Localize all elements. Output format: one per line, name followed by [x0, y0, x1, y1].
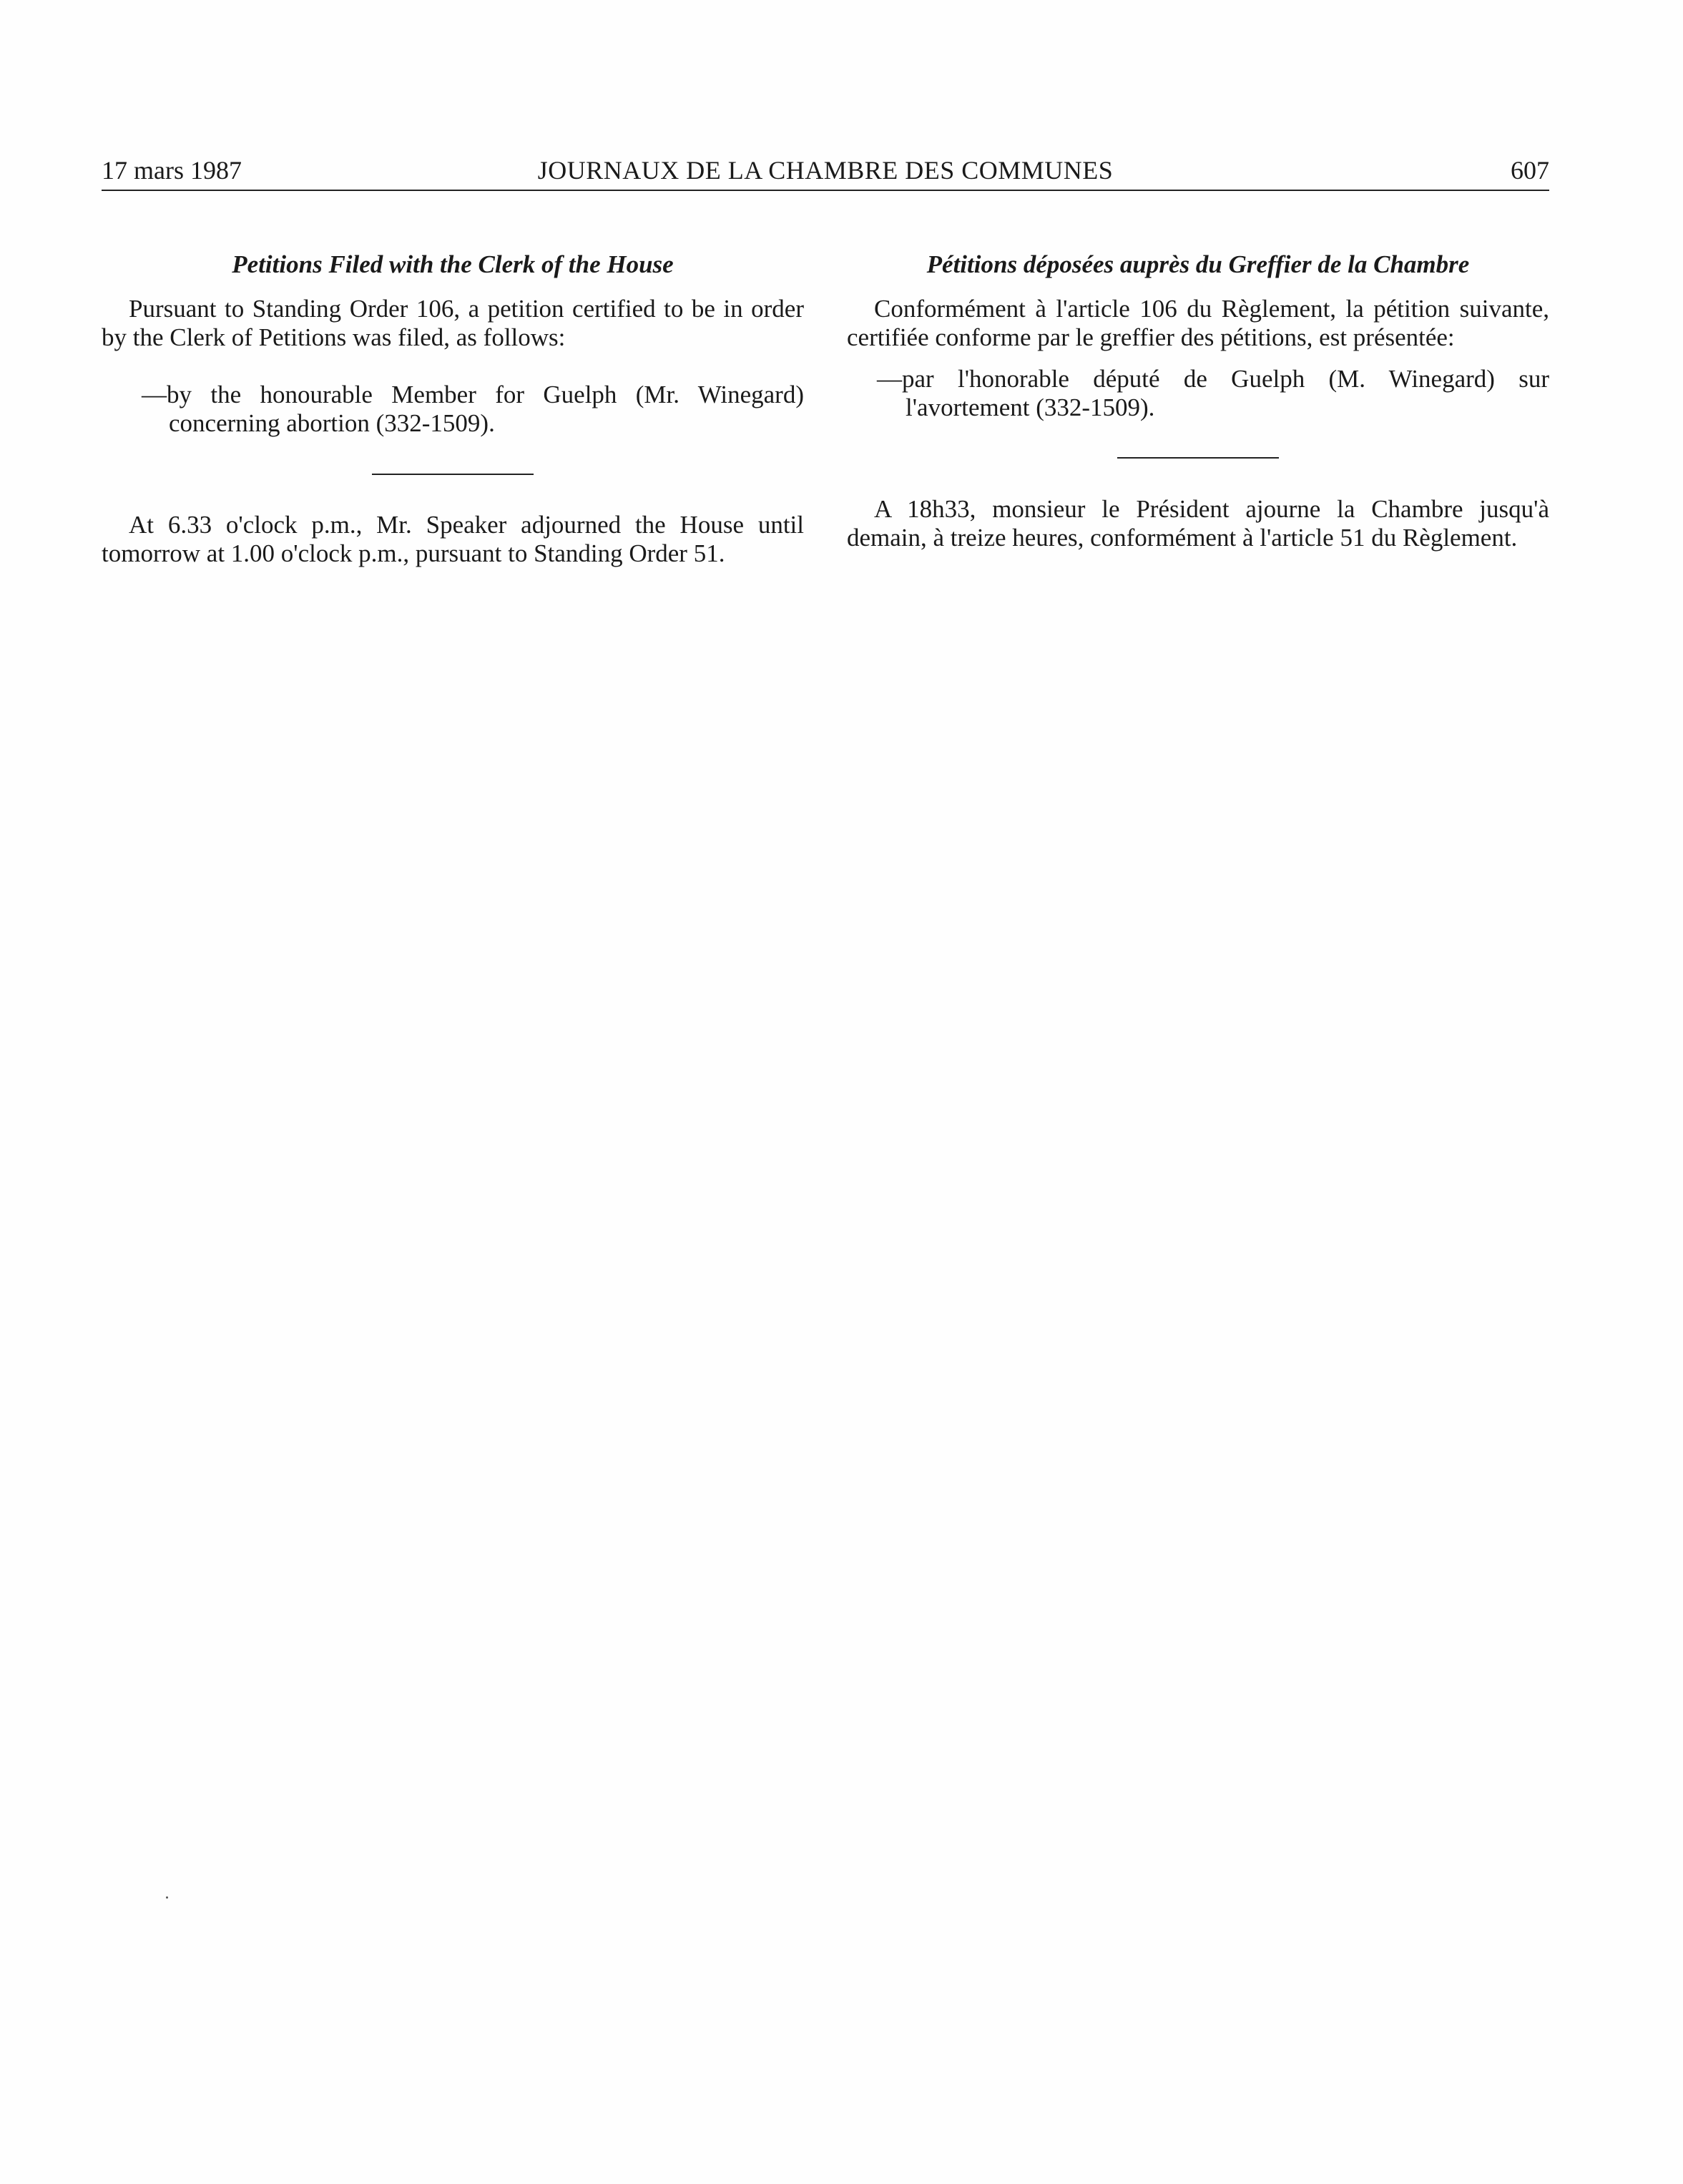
- header-date: 17 mars 1987: [102, 156, 242, 185]
- header-rule: [102, 190, 1549, 191]
- english-petition-item: —by the honourable Member for Guelph (Mr. Winegard) concerning abortion (332-1509).: [142, 381, 804, 437]
- english-section-heading: Petitions Filed with the Clerk of the House: [232, 250, 674, 278]
- header-title: JOURNAUX DE LA CHAMBRE DES COMMUNES: [537, 156, 1114, 185]
- french-section-heading: Pétitions déposées auprès du Greffier de la Chambre: [926, 250, 1470, 278]
- french-intro-paragraph: Conformément à l'article 106 du Règlement, la pétition suivante, certifiée conforme par le greffier des pétitions, est présentée:: [847, 295, 1549, 351]
- french-divider: [1117, 457, 1279, 459]
- running-header: [102, 149, 1549, 192]
- english-adjournment-paragraph: At 6.33 o'clock p.m., Mr. Speaker adjourned the House until tomorrow at 1.00 o'clock p.m., pursuant to Standing Order 51.: [102, 511, 804, 567]
- french-column: [847, 250, 1549, 552]
- english-column: [102, 250, 804, 568]
- english-intro-paragraph: Pursuant to Standing Order 106, a petition certified to be in order by the Clerk of Petitions was filed, as follows:: [102, 295, 804, 351]
- scan-speck: [166, 1896, 168, 1899]
- french-adjournment-paragraph: A 18h33, monsieur le Président ajourne la Chambre jusqu'à demain, à treize heures, conformément à l'article 51 du Règlement.: [847, 495, 1549, 552]
- page-number: 607: [1511, 156, 1549, 185]
- english-divider: [372, 474, 534, 475]
- french-petition-item: —par l'honorable député de Guelph (M. Winegard) sur l'avortement (332-1509).: [877, 365, 1549, 421]
